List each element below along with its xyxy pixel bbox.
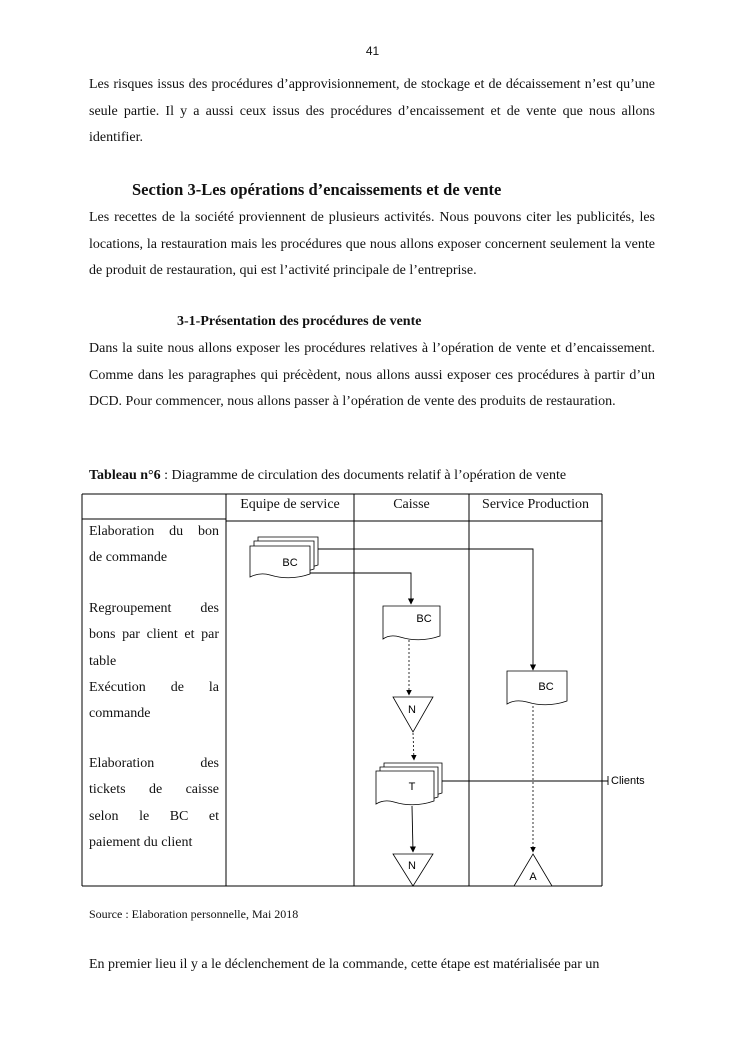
file-a-label: A [529,871,537,883]
column-header-production: Service Production [482,497,589,512]
file-n-2-label: N [408,860,416,872]
column-header-caisse: Caisse [393,497,430,512]
step-line: paiement du client [89,834,193,850]
step-line: Regroupement des [89,601,219,616]
step-line: bons par client et par [89,627,219,643]
step-line: table [89,653,117,669]
step-line: de commande [89,550,168,566]
subsection-title: 3-1-Présentation des procédures de vente [177,314,422,329]
page-number: 41 [365,44,380,58]
step-line: selon le BC et [89,808,219,824]
bc-production-label: BC [538,681,554,693]
step-line: tickets de caisse [89,782,219,798]
step-elaboration-bon [89,519,219,572]
closing-paragraph: En premier lieu il y a le déclenchement de la commande, cette étape est matérialisée par un [89,957,600,972]
step-line: Exécution de la [89,680,219,695]
table-caption-text: : Diagramme de circulation des documents relatif à l’opération de vente [160,468,567,483]
section-paragraph: Les recettes de la société proviennent de plusieurs activités. Nous pouvons citer les publicités, les locations, la restauration mais les procédures que nous allons exposer concernent seulement la vente de produit de restauration, qui est l’activité principale de l’entreprise. [89,210,655,278]
column-header-equipe: Equipe de service [240,497,340,512]
subsection-paragraph: Dans la suite nous allons exposer les procédures relatives à l’opération de vente et d’encaissement. Comme dans les paragraphes qui précèdent, nous allons aussi exposer ces procédures à partir d’un DCD. Pour commencer, nous allons passer à l’opération de vente des produits de restauration. [89,341,655,409]
step-line: Elaboration du bon [89,524,219,539]
intro-paragraph: Les risques issus des procédures d’approvisionnement, de stockage et de décaissement n’est qu’une seule partie. Il y a aussi ceux issus des procédures d’encaissement et de vente que nous allons identifier. [89,77,655,145]
step-execution [89,675,219,728]
bc-equipe-label: BC [282,557,298,569]
step-tickets [89,751,219,856]
bc-document-production [507,671,567,705]
step-regroupement [89,596,219,675]
table-caption-label: Tableau n°6 [89,468,161,483]
file-n-1-label: N [408,704,416,716]
table-source: Source : Elaboration personnelle, Mai 2018 [89,907,299,921]
bc-caisse-label: BC [416,613,432,625]
ticket-label: T [408,781,416,793]
clients-label: Clients [611,775,645,787]
step-line: commande [89,706,151,722]
step-line: Elaboration des [89,756,219,771]
section-title: Section 3-Les opérations d’encaissements et de vente [132,180,502,199]
